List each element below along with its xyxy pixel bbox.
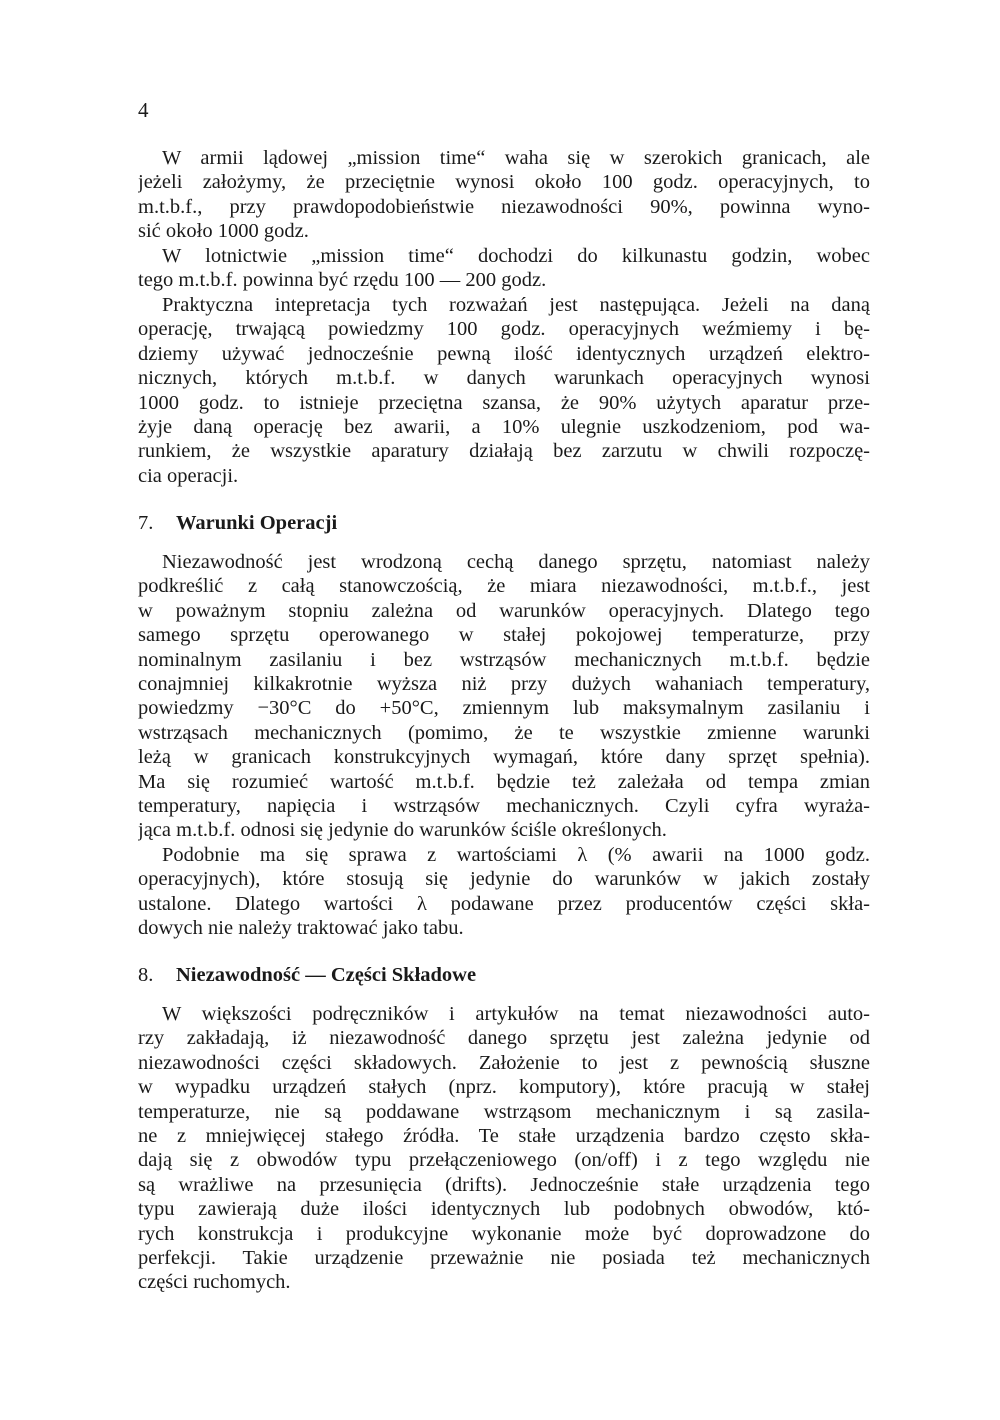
text-line: są wrażliwe na przesunięcia (drifts). Jednocześnie stałe urządzenia tego (138, 1173, 870, 1196)
page-number: 4 (138, 98, 149, 122)
text-line: perfekcji. Takie urządzenie przeważnie nie posiada też mechanicznych (138, 1246, 870, 1269)
section-title: Warunki Operacji (176, 512, 338, 534)
paragraph-army-mission-time (138, 146, 870, 244)
text-line: cia operacji. (138, 464, 239, 487)
text-line: W większości podręczników i artykułów na temat niezawodności auto- (162, 1003, 870, 1025)
text-line: conajmniej kilkakrotnie wyższa niż przy dużych wahaniach temperatury, (138, 672, 870, 695)
text-line: W lotnictwie „mission time“ dochodzi do kilkunastu godzin, wobec (162, 245, 870, 267)
paragraph-aviation-mission-time (138, 244, 870, 293)
text-line: dziemy używać jednocześnie pewną ilość identycznych urządzeń elektro- (138, 342, 870, 365)
text-line: nicznych, których m.t.b.f. w danych warunkach operacyjnych wynosi (138, 367, 870, 390)
section-title: Niezawodność — Części Składowe (176, 964, 477, 986)
section-heading-7 (138, 511, 870, 535)
paragraph-practical-interpretation (138, 293, 870, 488)
text-line: Niezawodność jest wrodzoną cechą danego sprzętu, natomiast należy (162, 551, 870, 573)
text-line: runkiem, że wszystkie aparatury działają bez zarzutu w chwili rozpoczę- (138, 440, 870, 463)
text-line: ustalone. Dlatego wartości λ podawane przez producentów części skła- (138, 892, 870, 915)
text-line: sić około 1000 godz. (138, 220, 309, 243)
paragraph-lambda-values (138, 843, 870, 941)
text-line: leżą w granicach konstrukcyjnych wymagań, które dany sprzęt spełnia). (138, 746, 870, 769)
text-line: niezawodności części składowych. Założenie to jest z pewnością słuszne (138, 1051, 870, 1074)
text-line: Praktyczna intepretacja tych rozważań jest następująca. Jeżeli na daną (162, 294, 870, 316)
text-line: 1000 godz. to istnieje przeciętna szansa, że 90% użytych aparatur prze- (138, 391, 870, 414)
section-heading-8 (138, 963, 870, 987)
text-line: dowych nie należy traktować jako tabu. (138, 917, 464, 940)
text-line: części ruchomych. (138, 1271, 291, 1294)
text-line: rych konstrukcja i produkcyjne wykonanie może być doprowadzone do (138, 1222, 870, 1245)
text-line: rzy zakładają, iż niezawodność danego sprzętu jest zależna jedynie od (138, 1027, 870, 1050)
text-line: wstrząsach mechanicznych (pomimo, że te wszystkie zmienne warunki (138, 721, 870, 744)
text-line: W armii lądowej „mission time“ waha się w szerokich granicach, ale (162, 147, 870, 169)
text-line: podkreślić z całą stanowczością, że miara niezawodności, m.t.b.f., jest (138, 575, 870, 598)
text-line: ne z mniejwięcej stałego źródła. Te stałe urządzenia bardzo często skła- (138, 1124, 870, 1147)
text-line: temperaturze, nie są poddawane wstrząsom mechanicznym i są zasila- (138, 1100, 870, 1123)
text-line: jeżeli założymy, że przeciętnie wynosi około 100 godz. operacyjnych, to (138, 171, 870, 194)
section-number: 7. (138, 512, 154, 534)
text-line: m.t.b.f., przy prawdopodobieństwie niezawodności 90%, powinna wyno- (138, 195, 870, 218)
text-line: powiedzmy −30°C do +50°C, zmiennym lub maksymalnym zasilaniu i (138, 697, 870, 720)
text-line: typu zawierają duże ilości identycznych lub podobnych obwodów, któ- (138, 1198, 870, 1221)
text-line: w poważnym stopniu zależna od warunków operacyjnych. Dlatego tego (138, 599, 870, 622)
text-line: dają się z obwodów typu przełączeniowego (on/off) i z tego względu nie (138, 1149, 870, 1172)
text-line: operacyjnych), które stosują się jedynie do warunków w jakich zostały (138, 868, 870, 891)
paragraph-components-reliability (138, 1002, 870, 1295)
section-number: 8. (138, 964, 154, 986)
text-line: w wypadku urządzeń stałych (nprz. komputory), które pracują w stałej (138, 1076, 870, 1099)
text-line: jąca m.t.b.f. odnosi się jedynie do warunków ściśle określonych. (138, 819, 667, 842)
text-line: nominalnym zasilaniu i bez wstrząsów mechanicznych m.t.b.f. będzie (138, 648, 870, 671)
text-line: tego m.t.b.f. powinna być rzędu 100 — 200 godz. (138, 269, 547, 292)
text-line: Ma się rozumieć wartość m.t.b.f. będzie też zależała od tempa zmian (138, 770, 870, 793)
text-line: operację, trwającą powiedzmy 100 godz. operacyjnych weźmiemy i bę- (138, 318, 870, 341)
text-line: samego sprzętu operowanego w stałej pokojowej temperaturze, przy (138, 624, 870, 647)
text-line: żyje daną operację bez awarii, a 10% ulegnie uszkodzeniom, pod wa- (138, 415, 870, 438)
paragraph-operating-conditions (138, 550, 870, 843)
text-line: Podobnie ma się sprawa z wartościami λ (% awarii na 1000 godz. (162, 844, 870, 866)
text-line: temperatury, napięcia i wstrząsów mechanicznych. Czyli cyfra wyraża- (138, 794, 870, 817)
